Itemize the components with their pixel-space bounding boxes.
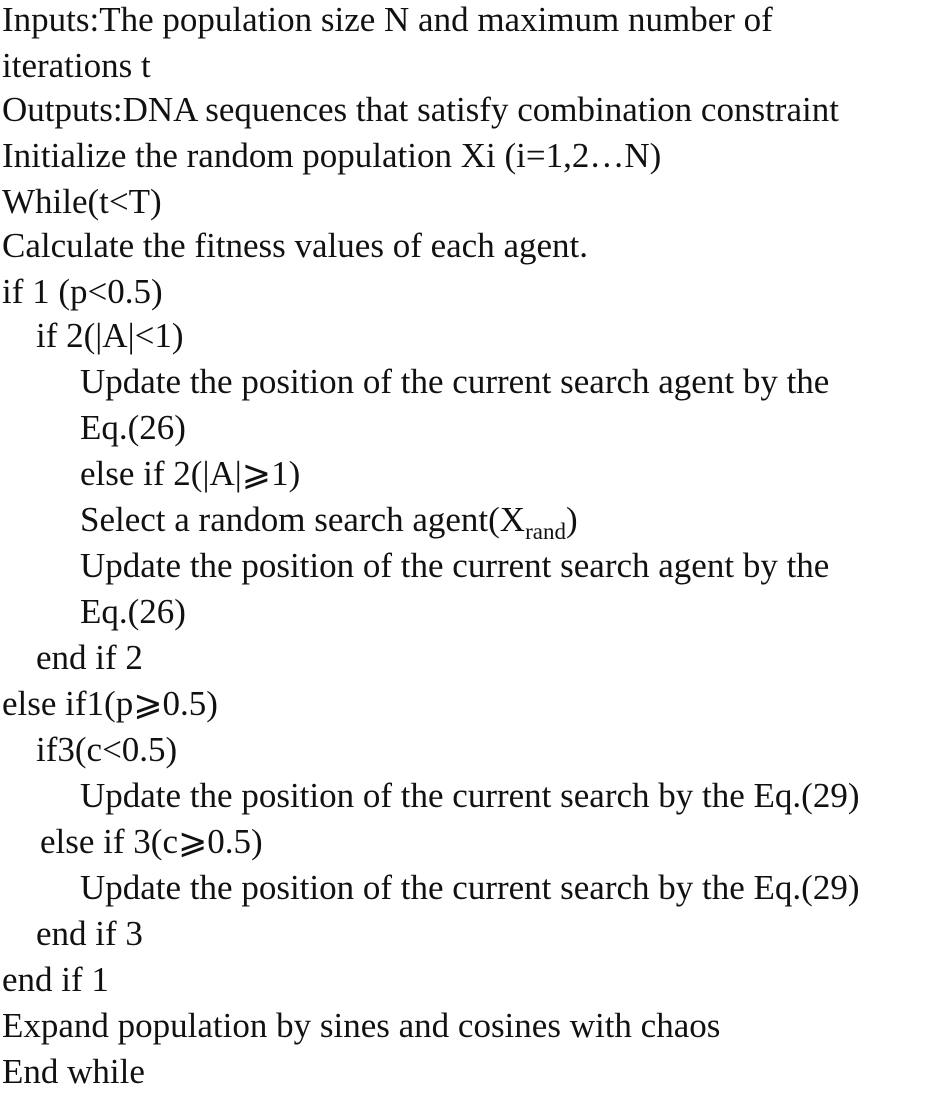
inputs-line-1: Inputs:The population size N and maximum number of xyxy=(2,0,773,39)
endif2-line: end if 2 xyxy=(36,638,143,677)
initialize-line: Initialize the random population Xi (i=1,2…N) xyxy=(2,136,662,175)
calculate-line: Calculate the fitness values of each agent. xyxy=(2,226,589,265)
update26-b-line-1: Update the position of the current search agent by the xyxy=(80,546,830,585)
update29-a-line: Update the position of the current search by the Eq.(29) xyxy=(80,776,860,815)
elseif2-line: else if 2(|A|⩾1) xyxy=(80,454,301,493)
elseif1-line: else if1(p⩾0.5) xyxy=(2,684,218,723)
if1-line: if 1 (p<0.5) xyxy=(2,272,163,311)
select-agent-line xyxy=(80,498,578,542)
outputs-line: Outputs:DNA sequences that satisfy combination constraint xyxy=(2,90,839,129)
update26-a-line-2: Eq.(26) xyxy=(80,408,186,447)
select-agent-subscript: rand xyxy=(525,519,566,544)
inputs-line-2: iterations t xyxy=(2,46,151,85)
update29-b-line: Update the position of the current search by the Eq.(29) xyxy=(80,868,860,907)
update26-b-line-2: Eq.(26) xyxy=(80,592,186,631)
endif3-line: end if 3 xyxy=(36,914,143,953)
expand-line: Expand population by sines and cosines with chaos xyxy=(2,1006,721,1045)
while-line: While(t<T) xyxy=(2,182,162,221)
if2-line: if 2(|A|<1) xyxy=(36,316,184,355)
if3-line: if3(c<0.5) xyxy=(36,730,178,769)
endif1-line: end if 1 xyxy=(2,960,109,999)
select-agent-text: Select a random search agent(X xyxy=(80,500,526,539)
elseif3-line: else if 3(c⩾0.5) xyxy=(40,822,263,861)
select-agent-close: ) xyxy=(565,500,578,539)
update26-a-line-1: Update the position of the current search agent by the xyxy=(80,362,830,401)
endwhile-line: End while xyxy=(2,1052,145,1091)
